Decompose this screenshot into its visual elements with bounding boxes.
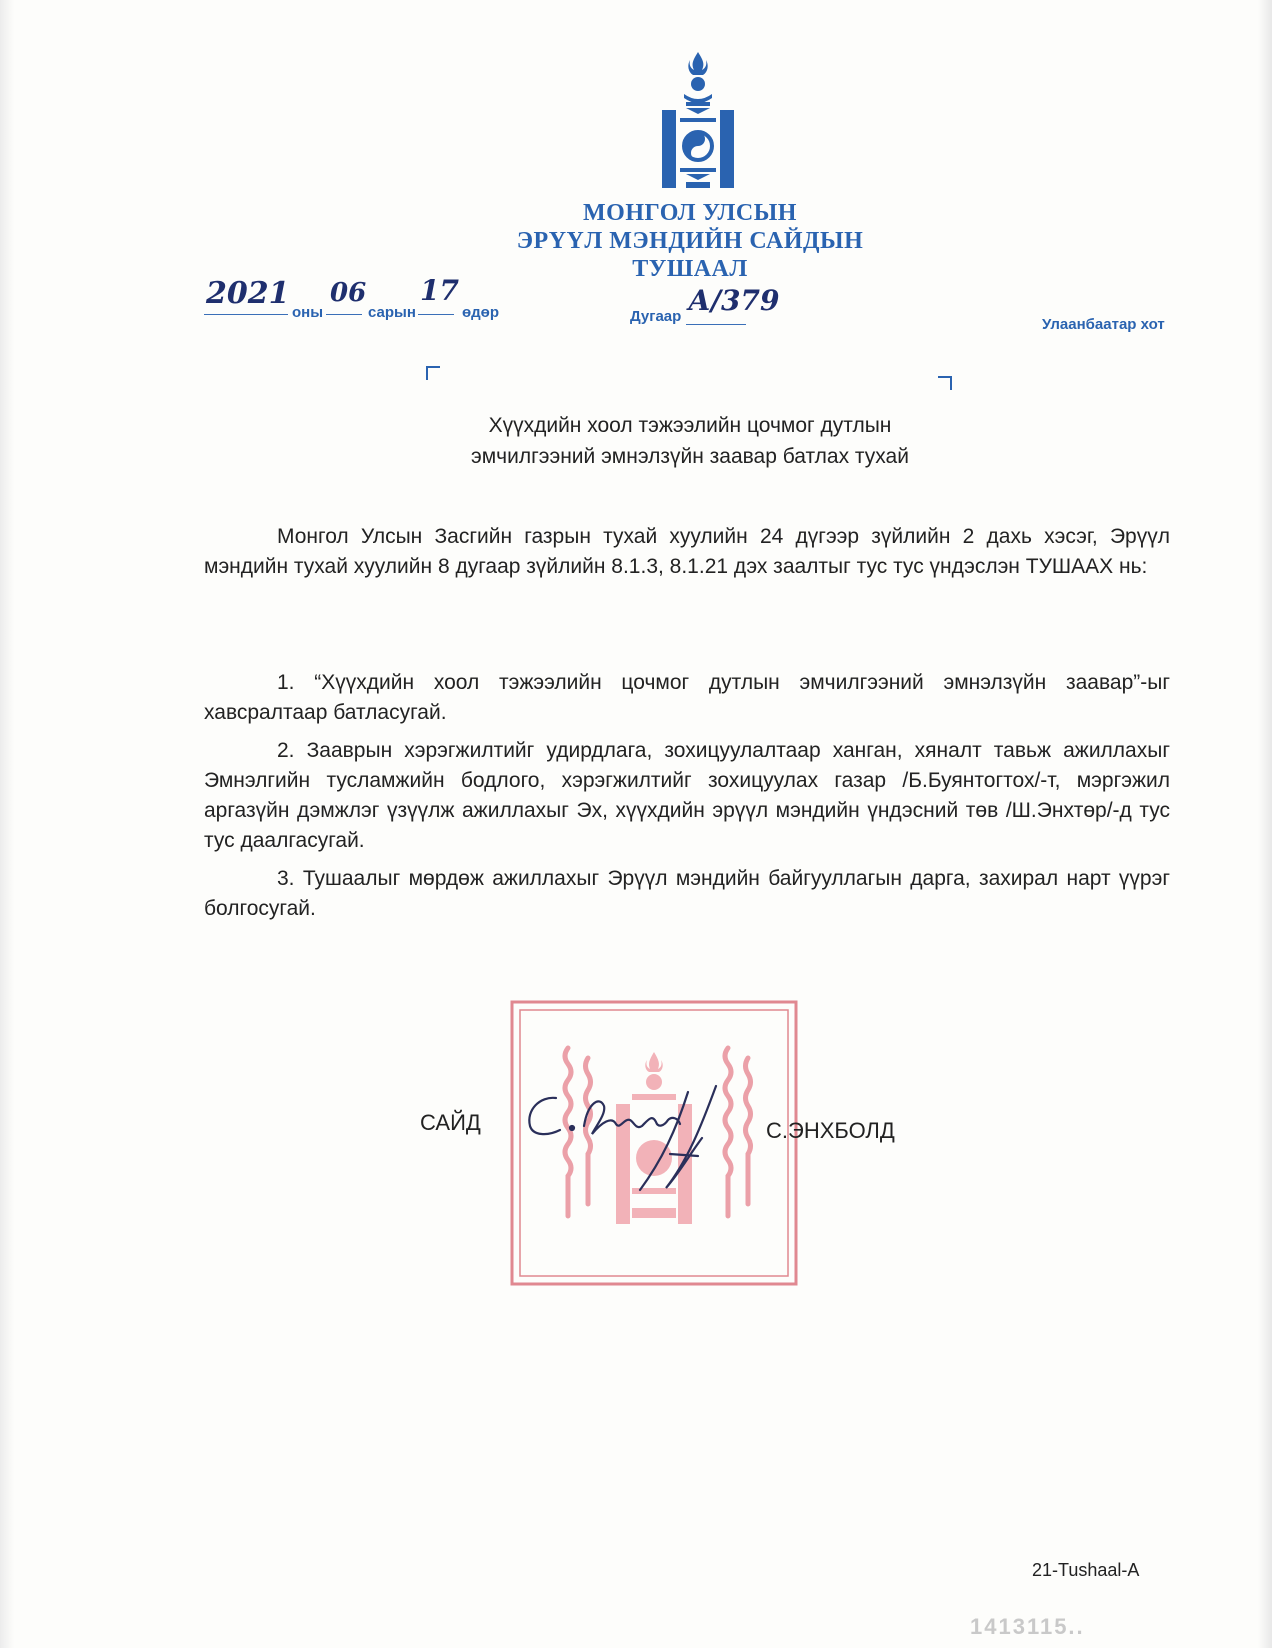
title-corner-right xyxy=(938,376,952,390)
footer-fragment: 1413115.. xyxy=(970,1614,1085,1639)
signatory-role: САЙД xyxy=(420,1110,481,1135)
date-month-underline xyxy=(326,314,362,315)
order-item-3: 3. Тушаалыг мөрдөж ажиллахыг Эрүүл мэндийн байгууллагын дарга, захирал нарт үүрэг болгосугай. xyxy=(204,867,1170,920)
ministry-header-line2: ЭРҮҮЛ МЭНДИЙН САЙДЫН xyxy=(516,228,864,254)
soyombo-emblem-icon xyxy=(660,50,736,190)
number-label: Дугаар xyxy=(630,308,682,325)
city-label: Улаанбаатар хот xyxy=(1042,316,1165,333)
order-title-line1: Хүүхдийн хоол тэжээлийн цочмог дутлын xyxy=(488,414,892,437)
order-item-1: 1. “Хүүхдийн хоол тэжээлийн цочмог дутлын эмчилгээний эмнэлзүйн заавар”-ыг хавсралтаар батласугай. xyxy=(204,671,1170,724)
order-items xyxy=(204,668,1170,924)
title-corner-left xyxy=(426,366,440,380)
document-form-code: 21-Tushaal-A xyxy=(1032,1560,1140,1580)
date-day-suffix: өдөр xyxy=(462,304,500,321)
ministry-header-line3: ТУШААЛ xyxy=(632,256,748,282)
date-year-suffix: оны xyxy=(292,304,324,321)
preamble xyxy=(204,522,1170,582)
date-year: 2021 xyxy=(206,276,290,311)
date-day-underline xyxy=(418,314,454,315)
signatory-name: С.ЭНХБОЛД xyxy=(766,1118,895,1143)
order-title-line2: эмчилгээний эмнэлзүйн заавар батлах тухай xyxy=(471,445,909,468)
order-title xyxy=(420,410,960,472)
date-month: 06 xyxy=(330,278,367,308)
order-item-2: 2. Зааврын хэрэгжилтийг удирдлага, зохицуулалтаар ханган, хяналт тавьж ажиллахыг Эмнэлгийн тусламжийн бодлого, хэрэгжилтийг зохицуулах газар /Б.Буянтогтох/-т, мэргэжил аргазүйн дэмжлэг үзүүлж ажиллахыг Эх, хүүхдийн эрүүл мэндийн үндэсний төв /Ш.Энхтөр/-д тус тус даалгасугай. xyxy=(204,739,1170,852)
ministry-header-line1: МОНГОЛ УЛСЫН xyxy=(583,200,797,226)
number-underline xyxy=(686,324,746,325)
preamble-text: Монгол Улсын Засгийн газрын тухай хуулийн 24 дүгээр зүйлийн 2 дахь хэсэг, Эрүүл мэндийн тухай хуулийн 8 дугаар зүйлийн 8.1.3, 8.1.21 дэх заалтыг тус тус үндэслэн ТУШААХ нь: xyxy=(204,525,1170,578)
date-month-suffix: сарын xyxy=(368,304,416,321)
date-day: 17 xyxy=(420,274,459,307)
date-year-underline xyxy=(204,314,288,315)
number-value: А/379 xyxy=(688,284,780,317)
handwritten-signature-icon xyxy=(520,1082,760,1202)
